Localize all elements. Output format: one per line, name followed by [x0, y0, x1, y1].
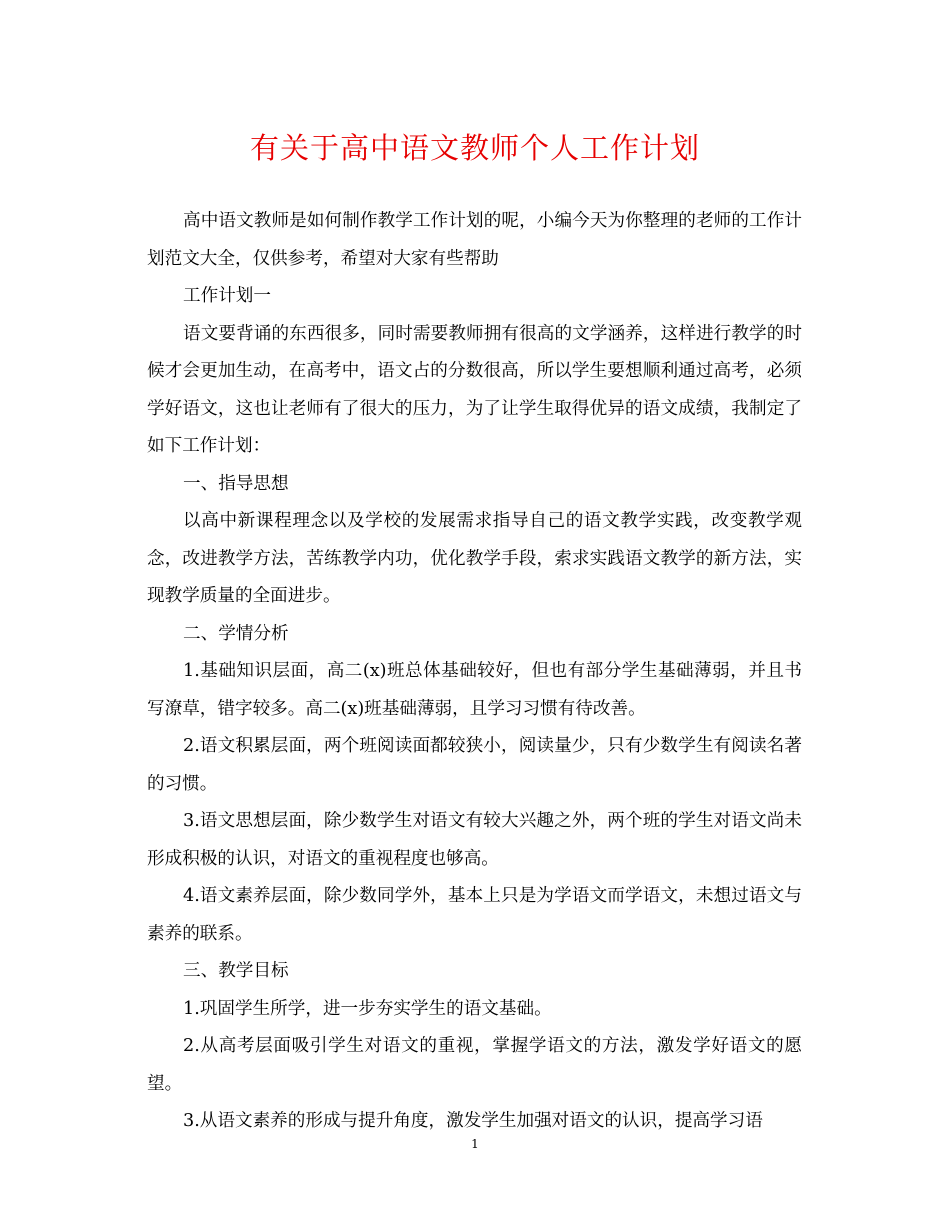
document-body	[147, 203, 802, 1141]
section-heading-plan-one: 工作计划一	[183, 286, 271, 306]
goal-item-2: 2.从高考层面吸引学生对语文的重视，掌握学语文的方法，激发学好语文的愿望。	[147, 1036, 802, 1094]
section-heading-teaching-goals: 三、教学目标	[183, 961, 289, 981]
section-heading-student-analysis: 二、学情分析	[183, 623, 289, 644]
plan-intro-paragraph: 语文要背诵的东西很多，同时需要教师拥有很高的文学涵养，这样进行教学的时候才会更加生动，在高考中，语文占的分数很高，所以学生要想顺利通过高考，必须学好语文，这也让老师有了很大的压力，为了让学生取得优异的语文成绩，我制定了如下工作计划：	[147, 323, 802, 456]
page-number: 1	[471, 1137, 479, 1151]
analysis-item-3: 3.语文思想层面，除少数学生对语文有较大兴趣之外，两个班的学生对语文尚未形成积极的认识，对语文的重视程度也够高。	[147, 811, 802, 869]
section-heading-guiding-thought: 一、指导思想	[183, 473, 289, 494]
document-title: 有关于高中语文教师个人工作计划	[249, 131, 700, 165]
goal-item-3: 3.从语文素养的形成与提升角度，激发学生加强对语文的认识，提高学习语	[183, 1111, 763, 1131]
analysis-item-1: 1.基础知识层面，高二(x)班总体基础较好，但也有部分学生基础薄弱，并且书写潦草，错字较多。高二(x)班基础薄弱，且学习习惯有待改善。	[147, 661, 802, 719]
guiding-thought-paragraph: 以高中新课程理念以及学校的发展需求指导自己的语文教学实践，改变教学观念，改进教学方法，苦练教学内功，优化教学手段，索求实践语文教学的新方法，实现教学质量的全面进步。	[147, 511, 802, 606]
analysis-item-2: 2.语文积累层面，两个班阅读面都较狭小，阅读量少，只有少数学生有阅读名著的习惯。	[147, 736, 802, 794]
intro-paragraph: 高中语文教师是如何制作教学工作计划的呢，小编今天为你整理的老师的工作计划范文大全，仅供参考，希望对大家有些帮助	[147, 211, 802, 269]
analysis-item-4: 4.语文素养层面，除少数同学外，基本上只是为学语文而学语文，未想过语文与素养的联系。	[147, 886, 802, 944]
goal-item-1: 1.巩固学生所学，进一步夯实学生的语文基础。	[183, 998, 552, 1019]
